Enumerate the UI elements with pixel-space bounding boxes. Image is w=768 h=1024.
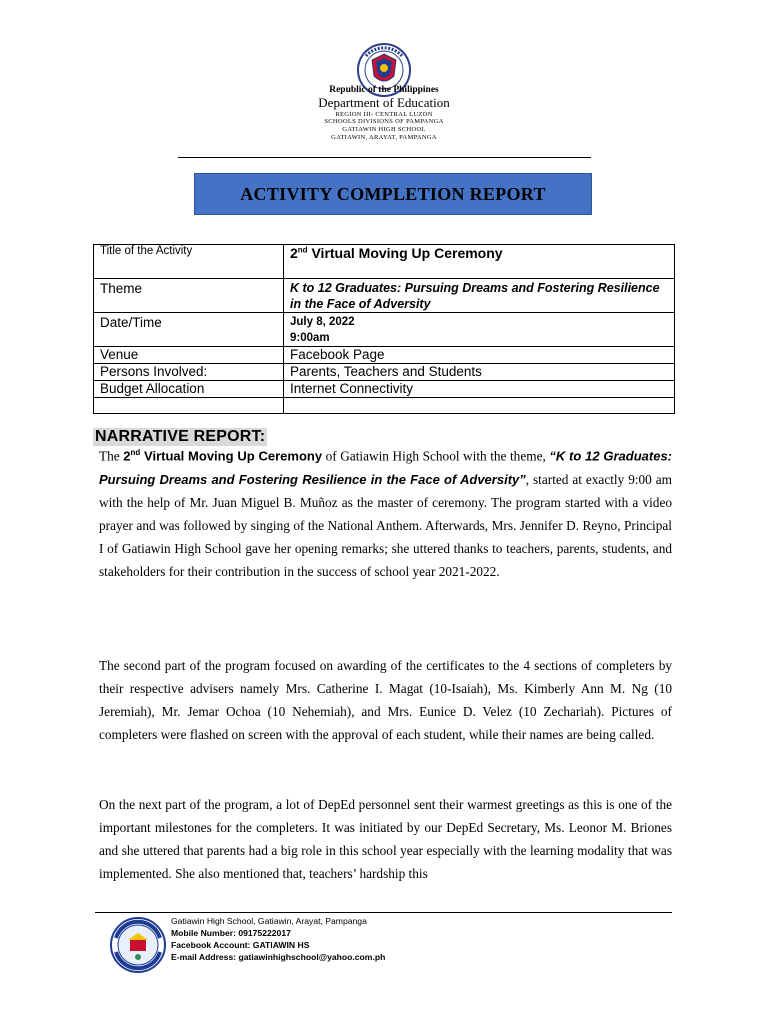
table-row <box>94 313 675 347</box>
narrative-paragraph-1: The 2nd Virtual Moving Up Ceremony of Gatiawin High School with the theme, “K to 12 Graduates: Pursuing Dreams and Fostering Resilience in the Face of Adversity”, started at exactly 9:00 am with the help of Mr. Juan Miguel B. Muñoz as the master of ceremony. The program started with a video prayer and was followed by singing of the National Anthem. Afterwards, Mrs. Jennifer D. Reyno, Principal I of Gatiawin High School gave her opening remarks; she uttered thanks to teachers, parents, students, and stakeholders for their contribution in the success of school year 2021-2022. <box>99 448 673 579</box>
table-row <box>94 347 675 364</box>
theme-value: K to 12 Graduates: Pursuing Dreams and Fostering Resilience in the Face of Adversity <box>284 279 675 313</box>
narrative-heading: NARRATIVE REPORT: <box>95 428 266 445</box>
footer-facebook: Facebook Account: GATIAWIN HS <box>171 940 310 950</box>
header-divider <box>178 157 591 158</box>
title-label: Title of the Activity <box>94 245 284 279</box>
table-row <box>94 398 675 414</box>
republic-line: Republic of the Philippines <box>329 85 439 95</box>
report-title: ACTIVITY COMPLETION REPORT <box>240 183 546 204</box>
department-line: Department of Education <box>318 95 450 110</box>
division-line: SCHOOLS DIVISIONS OF PAMPANGA <box>324 118 444 125</box>
table-row <box>94 381 675 398</box>
footer-divider <box>95 912 672 913</box>
narrative-paragraph-3: On the next part of the program, a lot of DepEd personnel sent their warmest greetings as this is one of the important milestones for the completers. It was initiated by our DepEd Secretary, Ms. Leonor M. Briones and she uttered that parents had a big role in this school year especially with the learning modality that was implemented. She also mentioned that, teachers’ hardship this <box>99 797 672 882</box>
narrative-paragraph-2: The second part of the program focused on awarding of the certificates to the 4 sections of completers by their respective advisers namely Mrs. Catherine I. Magat (10-Isaiah), Ms. Kimberly Ann M. Ng (10 Jeremiah), Mr. Jemar Ochoa (10 Nehemiah), and Mrs. Eunice D. Velez (10 Zechariah). Pictures of completers were flashed on screen with the approval of each student, while their names are being called. <box>99 658 672 743</box>
table-row <box>94 279 675 313</box>
address-line: GATIAWIN, ARAYAT, PAMPANGA <box>331 134 437 141</box>
date-value: July 8, 2022 9:00am <box>284 313 675 347</box>
venue-label: Venue <box>94 347 284 364</box>
theme-label: Theme <box>94 279 284 313</box>
budget-value: Internet Connectivity <box>284 381 675 398</box>
school-seal-icon <box>109 916 167 974</box>
activity-info-table <box>93 244 675 414</box>
persons-label: Persons Involved: <box>94 364 284 381</box>
footer-address: Gatiawin High School, Gatiawin, Arayat, Pampanga <box>171 916 367 926</box>
table-row <box>94 364 675 381</box>
footer-mobile: Mobile Number: 09175222017 <box>171 928 291 938</box>
date-label: Date/Time <box>94 313 284 347</box>
empty-cell <box>94 398 284 414</box>
title-value: 2nd Virtual Moving Up Ceremony <box>284 245 675 279</box>
empty-cell <box>284 398 675 414</box>
persons-value: Parents, Teachers and Students <box>284 364 675 381</box>
budget-label: Budget Allocation <box>94 381 284 398</box>
venue-value: Facebook Page <box>284 347 675 364</box>
region-line: REGION III- CENTRAL LUZON <box>335 111 433 118</box>
report-title-box <box>194 173 592 215</box>
school-line: GATIAWIN HIGH SCHOOL <box>342 126 426 133</box>
table-row <box>94 245 675 279</box>
footer-email: E-mail Address: gatiawinhighschool@yahoo.com.ph <box>171 952 386 962</box>
